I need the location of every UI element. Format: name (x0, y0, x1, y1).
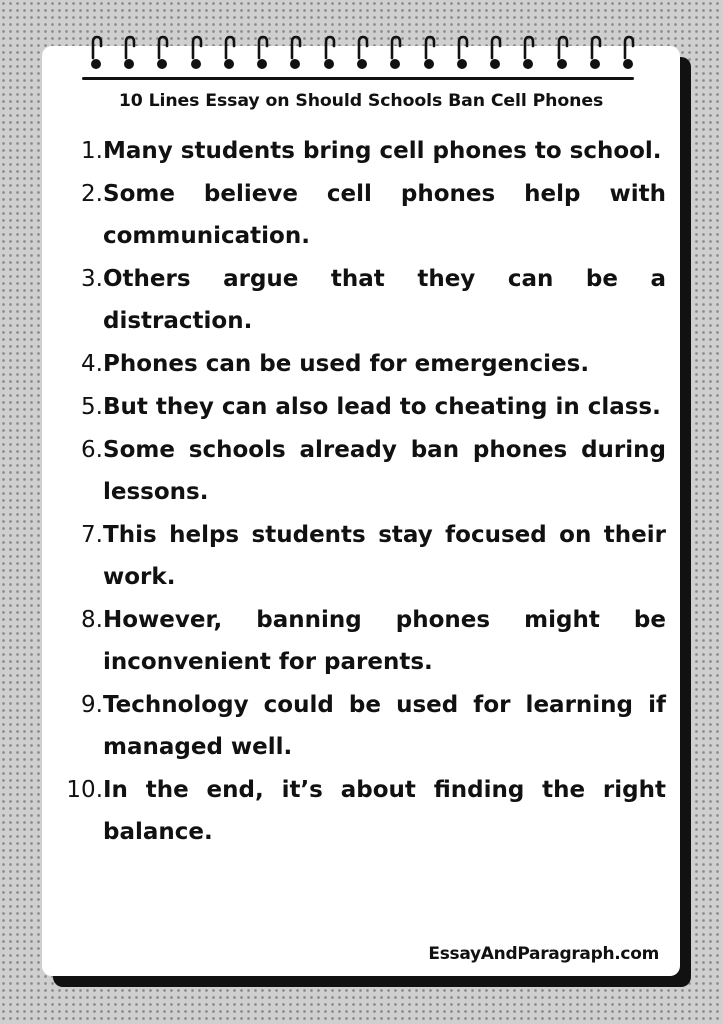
point-text: Many students bring cell phones to school. (103, 138, 662, 164)
essay-point-7 (58, 514, 666, 598)
site-watermark: EssayAndParagraph.com (428, 944, 659, 964)
point-number: 3. (81, 266, 103, 292)
essay-title: 10 Lines Essay on Should Schools Ban Cell Phones (118, 91, 604, 111)
essay-point-2 (58, 173, 666, 257)
essay-point-6 (58, 429, 666, 513)
point-number: 1. (81, 138, 103, 164)
point-number: 8. (81, 607, 103, 633)
point-text: Phones can be used for emergencies. (103, 351, 590, 377)
essay-point-1 (58, 130, 666, 172)
essay-point-9 (58, 684, 666, 768)
point-text: But they can also lead to cheating in class. (103, 394, 661, 420)
essay-point-10 (58, 769, 666, 853)
point-text: Some schools already ban phones during lessons. (103, 437, 666, 505)
point-text: Some believe cell phones help with communication. (103, 181, 666, 249)
essay-point-8 (58, 599, 666, 683)
point-text: However, banning phones might be inconvenient for parents. (103, 607, 666, 675)
point-number: 6. (81, 437, 103, 463)
point-text: This helps students stay focused on their work. (103, 522, 666, 590)
point-text: Technology could be used for learning if managed well. (103, 692, 666, 760)
header-rule (82, 77, 634, 80)
point-number: 4. (81, 351, 103, 377)
notebook-card (42, 46, 680, 976)
point-text: In the end, it’s about finding the right balance. (103, 777, 666, 845)
point-number: 10. (66, 777, 103, 803)
essay-point-5 (58, 386, 666, 428)
essay-point-4 (58, 343, 666, 385)
point-number: 2. (81, 181, 103, 207)
point-number: 5. (81, 394, 103, 420)
essay-point-3 (58, 258, 666, 342)
essay-points-list (58, 130, 666, 854)
point-text: Others argue that they can be a distraction. (103, 266, 666, 334)
point-number: 9. (81, 692, 103, 718)
point-number: 7. (81, 522, 103, 548)
